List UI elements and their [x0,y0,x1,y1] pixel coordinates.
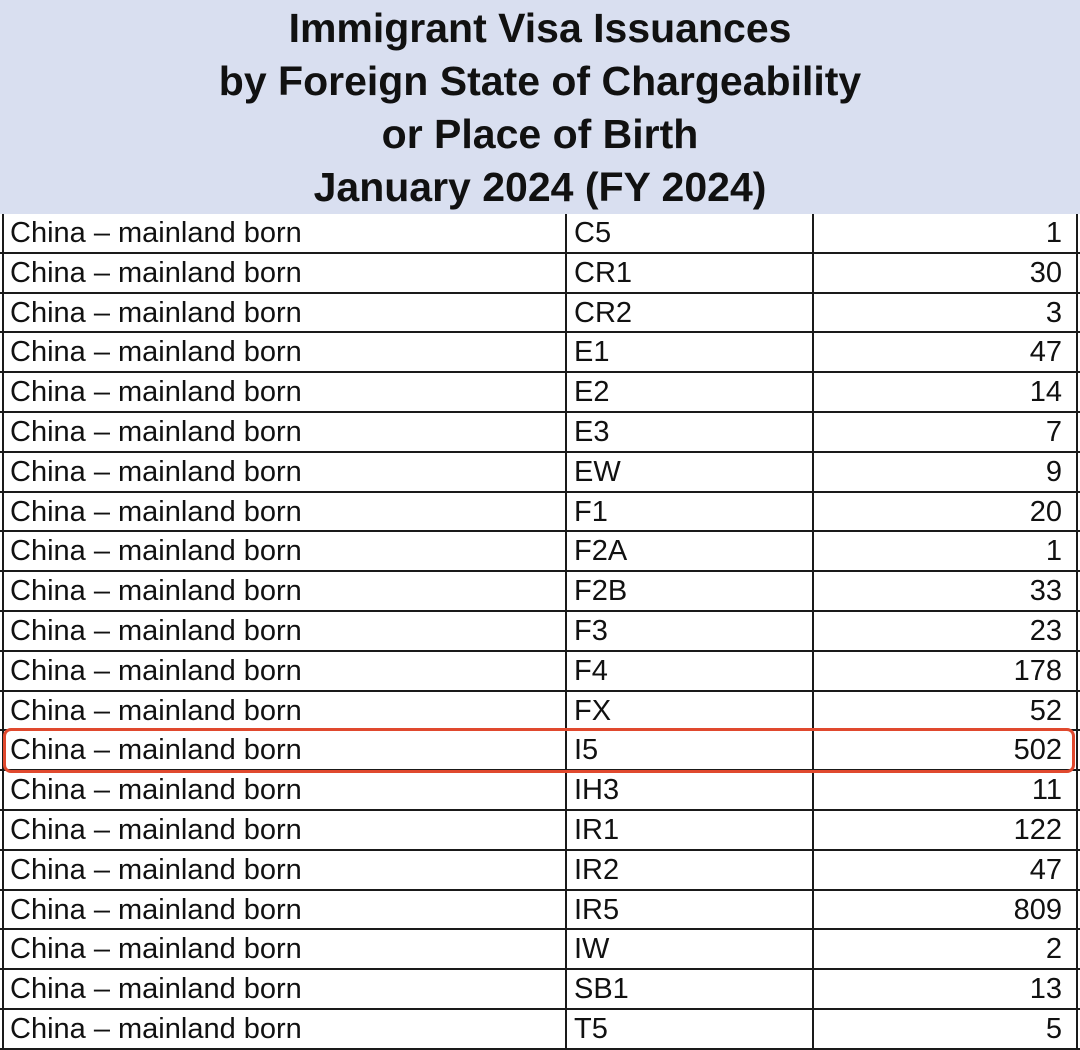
table-row [0,453,1080,493]
table-row [0,413,1080,453]
column-divider-1 [565,214,567,1048]
issuance-count-cell: 20 [1029,495,1062,528]
issuance-count-cell: 7 [1045,415,1062,448]
issuance-count-cell: 122 [1013,813,1062,846]
table-row [0,294,1080,334]
visa-class-cell: F2A [574,535,628,568]
table-row [0,891,1080,931]
table-row [0,930,1080,970]
issuance-count-cell: 502 [1013,734,1062,767]
visa-class-cell: C5 [574,217,612,249]
visa-class-cell: IH3 [574,774,620,807]
issuance-count-cell: 809 [1013,893,1062,926]
visa-class-cell: T5 [574,1012,608,1045]
table-row [0,851,1080,891]
table-row [0,254,1080,294]
country-cell: China – mainland born [10,415,302,448]
country-cell: China – mainland born [10,296,302,329]
country-cell: China – mainland born [10,1012,302,1045]
visa-class-cell: EW [574,455,621,488]
issuance-count-cell: 5 [1045,1012,1062,1045]
issuance-count-cell: 13 [1029,973,1062,1006]
country-cell: China – mainland born [10,654,302,687]
issuance-count-cell: 23 [1029,614,1062,647]
title-line-1: Immigrant Visa Issuances [288,5,792,51]
title-line-4: January 2024 (FY 2024) [313,164,767,210]
country-cell: China – mainland born [10,575,302,608]
visa-class-cell: E1 [574,336,610,369]
table-row [0,572,1080,612]
table-row [0,493,1080,533]
report-title [0,0,1080,214]
country-cell: China – mainland born [10,495,302,528]
table-row [0,214,1080,254]
visa-class-cell: F2B [574,575,628,608]
country-cell: China – mainland born [10,853,302,886]
issuance-count-cell: 30 [1029,256,1062,289]
issuance-count-cell: 52 [1029,694,1062,727]
issuance-count-cell: 1 [1045,217,1062,249]
visa-class-cell: IR5 [574,893,620,926]
visa-class-cell: FX [574,694,612,727]
country-cell: China – mainland born [10,694,302,727]
country-cell: China – mainland born [10,455,302,488]
visa-issuance-table [0,214,1080,1050]
issuance-count-cell: 47 [1029,336,1062,369]
title-line-3: or Place of Birth [381,111,699,157]
country-cell: China – mainland born [10,813,302,846]
issuance-count-cell: 3 [1045,296,1062,329]
country-cell: China – mainland born [10,336,302,369]
country-cell: China – mainland born [10,614,302,647]
country-cell: China – mainland born [10,774,302,807]
column-divider-2 [812,214,814,1048]
table-row [0,771,1080,811]
visa-class-cell: E2 [574,376,610,409]
table-row [0,1010,1080,1050]
table-row [0,652,1080,692]
visa-class-cell: SB1 [574,973,629,1006]
visa-class-cell: IW [574,933,610,966]
visa-class-cell: CR1 [574,256,633,289]
table-row [0,333,1080,373]
country-cell: China – mainland born [10,535,302,568]
country-cell: China – mainland born [10,734,302,767]
issuance-count-cell: 1 [1045,535,1062,568]
issuance-count-cell: 9 [1045,455,1062,488]
visa-class-cell: E3 [574,415,610,448]
table-row [0,612,1080,652]
table-row [0,970,1080,1010]
table-row [0,373,1080,413]
visa-class-cell: F1 [574,495,608,528]
issuance-count-cell: 14 [1029,376,1062,409]
issuance-count-cell: 33 [1029,575,1062,608]
issuance-count-cell: 178 [1013,654,1062,687]
visa-class-cell: IR1 [574,813,620,846]
issuance-count-cell: 11 [1031,774,1062,807]
country-cell: China – mainland born [10,973,302,1006]
visa-class-cell: IR2 [574,853,620,886]
issuance-count-cell: 47 [1029,853,1062,886]
country-cell: China – mainland born [10,933,302,966]
table-border-right [1076,214,1078,1048]
issuance-count-cell: 2 [1045,933,1062,966]
country-cell: China – mainland born [10,893,302,926]
country-cell: China – mainland born [10,376,302,409]
visa-class-cell: I5 [574,734,599,767]
visa-class-cell: CR2 [574,296,633,329]
country-cell: China – mainland born [10,256,302,289]
visa-class-cell: F3 [574,614,608,647]
country-cell: China – mainland born [10,217,302,249]
table-row [0,811,1080,851]
visa-class-cell: F4 [574,654,608,687]
table-row [0,532,1080,572]
table-row [0,731,1080,771]
table-border-left [2,214,4,1048]
table-row [0,692,1080,732]
title-line-2: by Foreign State of Chargeability [218,58,862,104]
